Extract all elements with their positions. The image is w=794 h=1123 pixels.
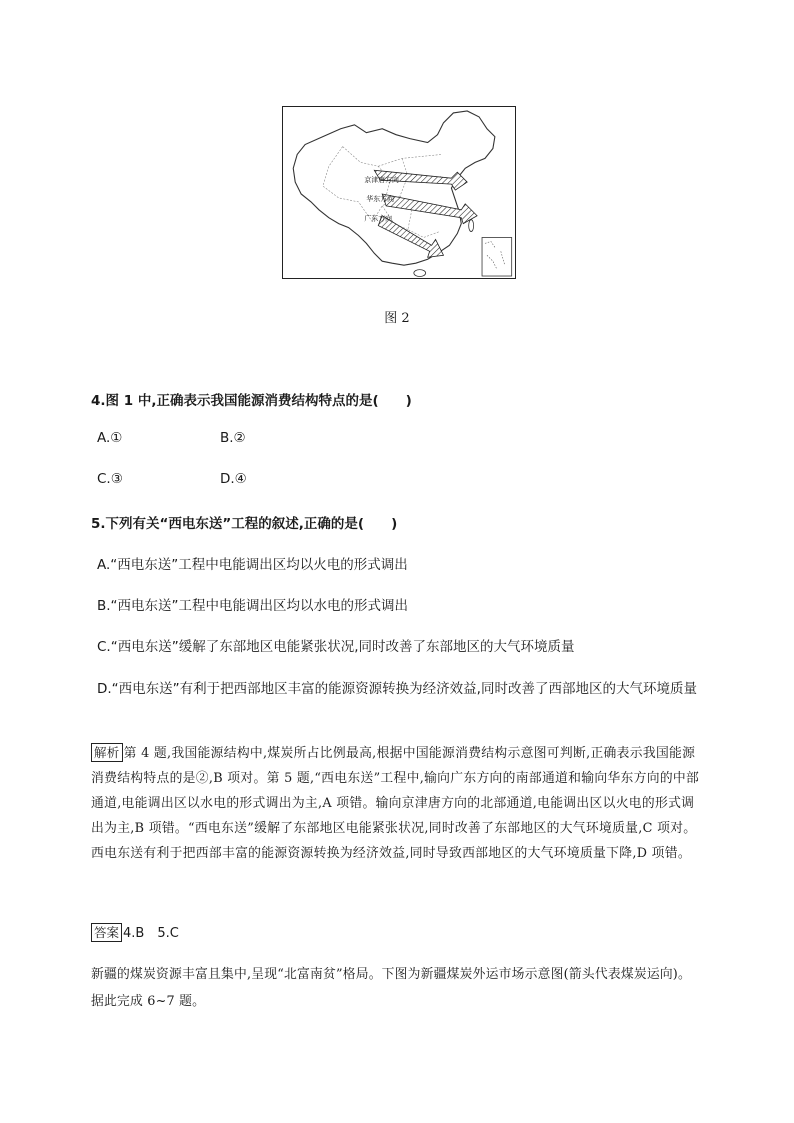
answer-block	[91, 922, 179, 942]
figure-caption: 图 2	[384, 311, 410, 326]
china-outline	[293, 111, 495, 265]
next-questions-intro: 新疆的煤炭资源丰富且集中,呈现“北富南贫”格局。下图为新疆煤炭外运市场示意图(箭头代表煤炭运向)。据此完成 6~7 题。	[91, 967, 691, 1009]
route-central	[382, 194, 477, 224]
analysis-tag: 解析	[91, 743, 123, 762]
question-5-option-d: D.“西电东送”有利于把西部地区丰富的能源资源转换为经济效益,同时改善了西部地区的大气环境质量	[97, 681, 697, 697]
question-4-option-c: C.③	[97, 471, 123, 487]
question-5-stem: 5.下列有关“西电东送”工程的叙述,正确的是( )	[91, 516, 398, 532]
answer-tag: 答案	[91, 923, 122, 942]
label-central: 华东方向	[366, 194, 395, 203]
label-north: 京津唐方向	[364, 176, 399, 185]
question-5-option-c: C.“西电东送”缓解了东部地区电能紧张状况,同时改善了东部地区的大气环境质量	[97, 639, 575, 655]
label-south: 广东方向	[364, 214, 393, 223]
question-5-option-b: B.“西电东送”工程中电能调出区均以水电的形式调出	[97, 598, 409, 614]
analysis-block	[91, 741, 705, 866]
south-china-sea-inset	[482, 237, 512, 276]
china-map-figure	[282, 106, 516, 279]
question-4-stem: 4.图 1 中,正确表示我国能源消费结构特点的是( )	[91, 393, 412, 409]
analysis-text: 第 4 题,我国能源结构中,煤炭所占比例最高,根据中国能源消费结构示意图可判断,正确表示我国能源消费结构特点的是②,B 项对。第 5 题,“西电东送”工程中,输向广东方向的南部通道和输向华东方向的中部通道,电能调出区以水电的形式调出为主,A 项错。输向京津唐方向的北部通道,电能调出区以火电的形式调出为主,B 项错。“西电东送”缓解了东部地区电能紧张状况,同时改善了东部地区的大气环境质量,C 项对。西电东送有利于把西部丰富的能源资源转换为经济效益,同时导致西部地区的大气环境质量下降,D 项错。	[91, 746, 700, 861]
question-5-option-a: A.“西电东送”工程中电能调出区均以火电的形式调出	[97, 557, 408, 573]
question-4-option-b: B.②	[220, 430, 246, 446]
china-map	[283, 107, 515, 278]
question-4-option-a: A.①	[97, 430, 123, 446]
answer-text: 4.B 5.C	[123, 926, 179, 941]
question-4-option-d: D.④	[220, 471, 247, 487]
